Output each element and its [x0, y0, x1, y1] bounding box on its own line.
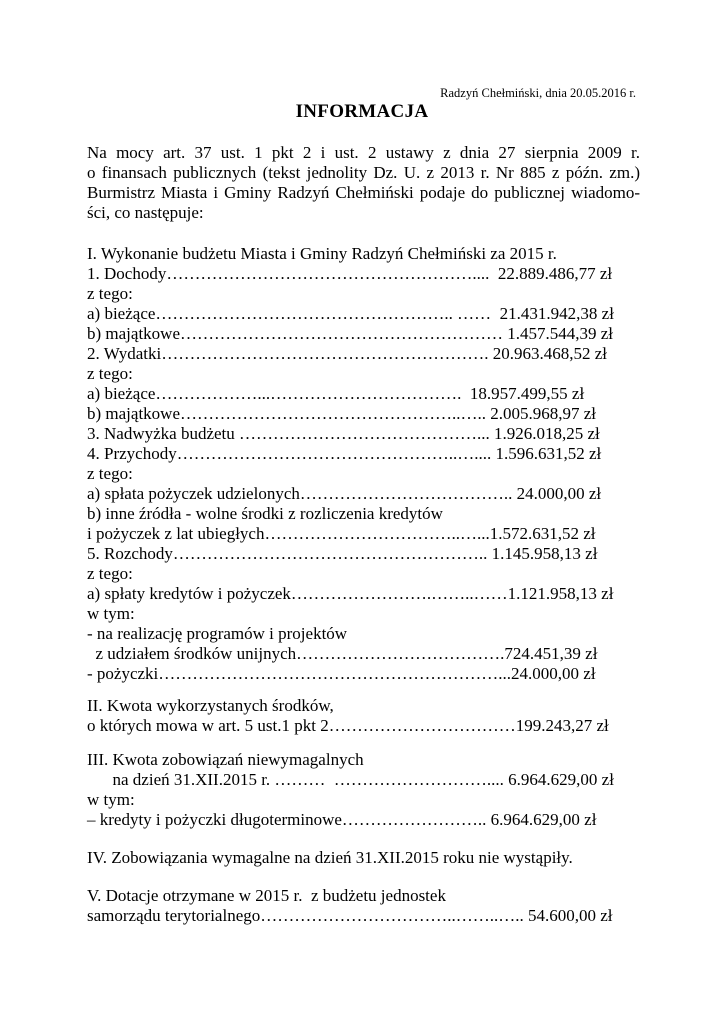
intro-line: ści, co następuje: — [87, 203, 204, 222]
intro-line: Burmistrz Miasta i Gminy Radzyń Chełmiński podaje do publicznej wiadomo- — [87, 183, 640, 202]
document-title: INFORMACJA — [295, 101, 429, 122]
report-line: z tego: — [87, 564, 133, 583]
section-heading: V. Dotacje otrzymane w 2015 r. z budżetu jednostek — [87, 886, 446, 905]
report-line: 4. Przychody…………………………………………..….... 1.596.631,52 zł — [87, 444, 602, 463]
report-line: a) spłaty kredytów i pożyczek…………………….……..……1.121.958,13 zł — [87, 584, 614, 603]
report-line: b) inne źródła - wolne środki z rozliczenia kredytów — [87, 504, 443, 523]
report-line: 3. Nadwyżka budżetu ……………………………………... 1.926.018,25 zł — [87, 424, 600, 443]
report-line: z tego: — [87, 364, 133, 383]
report-line: b) majątkowe…………………………………………..….. 2.005.968,97 zł — [87, 404, 597, 423]
report-line: samorządu terytorialnego……………………………..……..….. 54.600,00 zł — [87, 906, 613, 925]
report-line: - pożyczki……………………………………………………...24.000,00 zł — [87, 664, 596, 683]
report-line: 2. Wydatki…………………………………………………. 20.963.468,52 zł — [87, 344, 607, 363]
report-line: w tym: — [87, 790, 135, 809]
section-heading: II. Kwota wykorzystanych środków, — [87, 696, 334, 715]
report-line: a) spłata pożyczek udzielonych……………………………….. 24.000,00 zł — [87, 484, 602, 503]
report-line: o których mowa w art. 5 ust.1 pkt 2……………………………199.243,27 zł — [87, 716, 609, 735]
intro-line: o finansach publicznych (tekst jednolity Dz. U. z 2013 r. Nr 885 z późn. zm.) — [87, 163, 640, 182]
section-heading: III. Kwota zobowiązań niewymagalnych — [87, 750, 364, 769]
section-heading: I. Wykonanie budżetu Miasta i Gminy Radzyń Chełmiński za 2015 r. — [87, 244, 557, 263]
report-line: – kredyty i pożyczki długoterminowe…………………….. 6.964.629,00 zł — [87, 810, 597, 829]
report-line: a) bieżące…………………………………………….. …… 21.431.942,38 zł — [87, 304, 614, 323]
report-line: b) majątkowe………………………………………………… 1.457.544,39 zł — [87, 324, 614, 343]
report-line: na dzień 31.XII.2015 r. ……… ……………………….... 6.964.629,00 zł — [87, 770, 614, 789]
report-line: 5. Rozchody……………………………………………….. 1.145.958,13 zł — [87, 544, 598, 563]
report-line: w tym: — [87, 604, 135, 623]
report-line: z tego: — [87, 464, 133, 483]
date-line: Radzyń Chełmiński, dnia 20.05.2016 r. — [440, 86, 636, 100]
report-line: z udziałem środków unijnych……………………………….724.451,39 zł — [87, 644, 598, 663]
report-line: i pożyczek z lat ubiegłych……………………………..…...1.572.631,52 zł — [87, 524, 596, 543]
report-line: - na realizację programów i projektów — [87, 624, 348, 643]
report-line: a) bieżące………………...……………………………. 18.957.499,55 zł — [87, 384, 585, 403]
intro-paragraph — [87, 143, 640, 223]
intro-line: Na mocy art. 37 ust. 1 pkt 2 i ust. 2 ustawy z dnia 27 sierpnia 2009 r. — [87, 143, 640, 162]
report-line: 1. Dochody……………………………………………….... 22.889.486,77 zł — [87, 264, 613, 283]
report-line: z tego: — [87, 284, 133, 303]
section-heading: IV. Zobowiązania wymagalne na dzień 31.XII.2015 roku nie wystąpiły. — [87, 848, 573, 867]
